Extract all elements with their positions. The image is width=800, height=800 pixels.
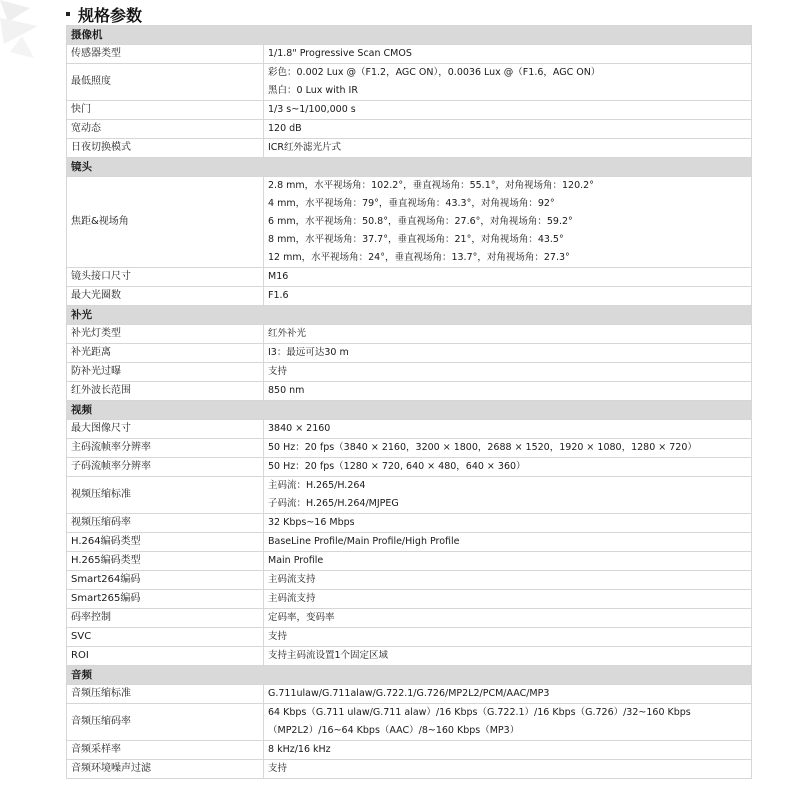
- spec-label: 视频压缩码率: [67, 514, 264, 533]
- spec-value-line: 支持主码流设置1个固定区域: [268, 650, 389, 661]
- spec-value-line: 1/1.8" Progressive Scan CMOS: [268, 48, 412, 59]
- section-title: 补光: [67, 306, 752, 325]
- spec-value-line: 3840 × 2160: [268, 423, 331, 434]
- spec-value: [264, 420, 752, 439]
- spec-value: [264, 139, 752, 158]
- spec-value-line: 定码率，变码率: [268, 612, 335, 623]
- section-header: [67, 306, 752, 325]
- spec-value-line: F1.6: [268, 290, 289, 301]
- spec-label: 传感器类型: [67, 45, 264, 64]
- section-title: 视频: [67, 401, 752, 420]
- table-row: [67, 741, 752, 760]
- spec-value-line: （MP2L2）/16~64 Kbps（AAC）/8~160 Kbps（MP3）: [268, 725, 520, 736]
- spec-value: [264, 458, 752, 477]
- spec-value-line: 50 Hz：20 fps（3840 × 2160，3200 × 1800，2688 × 1520，1920 × 1080，1280 × 720）: [268, 442, 697, 453]
- spec-value-line: 1/3 s~1/100,000 s: [268, 104, 356, 115]
- table-row: [67, 760, 752, 779]
- table-row: [67, 533, 752, 552]
- spec-value-line: 2.8 mm，水平视场角：102.2°，垂直视场角：55.1°，对角视场角：120.2°: [268, 180, 594, 191]
- spec-value-line: 50 Hz：20 fps（1280 × 720, 640 × 480，640 × 360）: [268, 461, 526, 472]
- spec-value-line: ICR红外滤光片式: [268, 142, 342, 153]
- table-row: [67, 139, 752, 158]
- spec-value-line: 主码流支持: [268, 574, 316, 585]
- spec-value: [264, 120, 752, 139]
- table-row: [67, 439, 752, 458]
- corner-decoration-icon: [0, 0, 50, 60]
- table-row: [67, 628, 752, 647]
- page-title-text: 规格参数: [78, 5, 143, 25]
- spec-value: [264, 177, 752, 268]
- spec-value: [264, 552, 752, 571]
- spec-value-line: 主码流：H.265/H.264: [268, 480, 366, 491]
- spec-table: [66, 25, 752, 779]
- section-header: [67, 158, 752, 177]
- table-row: [67, 458, 752, 477]
- spec-label: 镜头接口尺寸: [67, 268, 264, 287]
- spec-label: 红外波长范围: [67, 382, 264, 401]
- spec-label: Smart264编码: [67, 571, 264, 590]
- table-row: [67, 45, 752, 64]
- spec-label: 音频环境噪声过滤: [67, 760, 264, 779]
- spec-label: SVC: [67, 628, 264, 647]
- spec-value-line: 黑白：0 Lux with IR: [268, 85, 358, 96]
- spec-label: 最低照度: [67, 64, 264, 101]
- spec-value-line: 支持: [268, 763, 288, 774]
- spec-label: 子码流帧率分辨率: [67, 458, 264, 477]
- spec-value-line: 32 Kbps~16 Mbps: [268, 517, 355, 528]
- spec-label: H.264编码类型: [67, 533, 264, 552]
- section-header: [67, 666, 752, 685]
- spec-value-line: 支持: [268, 631, 288, 642]
- table-row: [67, 552, 752, 571]
- spec-label: 日夜切换模式: [67, 139, 264, 158]
- spec-value: [264, 45, 752, 64]
- table-row: [67, 64, 752, 101]
- spec-value-line: G.711ulaw/G.711alaw/G.722.1/G.726/MP2L2/PCM/AAC/MP3: [268, 688, 550, 699]
- spec-value-line: 红外补光: [268, 328, 307, 339]
- spec-value-line: 彩色：0.002 Lux @（F1.2，AGC ON），0.0036 Lux @（F1.6，AGC ON）: [268, 67, 601, 78]
- spec-value: [264, 268, 752, 287]
- spec-value-line: 850 nm: [268, 385, 305, 396]
- table-row: [67, 514, 752, 533]
- spec-value-line: 4 mm，水平视场角：79°，垂直视场角：43.3°，对角视场角：92°: [268, 198, 555, 209]
- spec-label: 防补光过曝: [67, 363, 264, 382]
- spec-value: [264, 514, 752, 533]
- spec-label: 焦距&视场角: [67, 177, 264, 268]
- spec-label: 主码流帧率分辨率: [67, 439, 264, 458]
- spec-value: [264, 64, 752, 101]
- title-bullet-icon: [66, 12, 70, 16]
- spec-label: 音频采样率: [67, 741, 264, 760]
- table-row: [67, 685, 752, 704]
- spec-label: ROI: [67, 647, 264, 666]
- spec-value-line: 120 dB: [268, 123, 302, 134]
- spec-label: 宽动态: [67, 120, 264, 139]
- spec-label: 音频压缩标准: [67, 685, 264, 704]
- spec-value-line: 支持: [268, 366, 288, 377]
- table-row: [67, 609, 752, 628]
- table-row: [67, 287, 752, 306]
- table-row: [67, 177, 752, 268]
- spec-value-line: 子码流：H.265/H.264/MJPEG: [268, 498, 399, 509]
- spec-label: 最大光圈数: [67, 287, 264, 306]
- table-row: [67, 120, 752, 139]
- spec-value: [264, 647, 752, 666]
- spec-label: H.265编码类型: [67, 552, 264, 571]
- spec-value-line: BaseLine Profile/Main Profile/High Profile: [268, 536, 460, 547]
- table-row: [67, 420, 752, 439]
- spec-label: 补光灯类型: [67, 325, 264, 344]
- spec-value: [264, 477, 752, 514]
- section-header: [67, 401, 752, 420]
- spec-label: 补光距离: [67, 344, 264, 363]
- spec-value: [264, 325, 752, 344]
- spec-value: [264, 704, 752, 741]
- spec-value-line: 12 mm，水平视场角：24°，垂直视场角：13.7°，对角视场角：27.3°: [268, 252, 570, 263]
- spec-value: [264, 344, 752, 363]
- spec-value: [264, 571, 752, 590]
- section-header: [67, 26, 752, 45]
- spec-value: [264, 382, 752, 401]
- spec-value-line: 8 mm，水平视场角：37.7°，垂直视场角：21°，对角视场角：43.5°: [268, 234, 564, 245]
- table-row: [67, 101, 752, 120]
- table-row: [67, 268, 752, 287]
- spec-value-line: Main Profile: [268, 555, 324, 566]
- spec-value-line: 6 mm，水平视场角：50.8°，垂直视场角：27.6°，对角视场角：59.2°: [268, 216, 573, 227]
- spec-value: [264, 609, 752, 628]
- spec-value: [264, 101, 752, 120]
- section-title: 摄像机: [67, 26, 752, 45]
- spec-value: [264, 287, 752, 306]
- table-row: [67, 647, 752, 666]
- table-row: [67, 363, 752, 382]
- spec-label: 音频压缩码率: [67, 704, 264, 741]
- spec-value-line: M16: [268, 271, 289, 282]
- spec-value: [264, 590, 752, 609]
- spec-value-line: I3：最远可达30 m: [268, 347, 349, 358]
- spec-value: [264, 363, 752, 382]
- spec-value: [264, 533, 752, 552]
- table-row: [67, 590, 752, 609]
- table-row: [67, 382, 752, 401]
- spec-label: 快门: [67, 101, 264, 120]
- spec-value-line: 64 Kbps（G.711 ulaw/G.711 alaw）/16 Kbps（G.722.1）/16 Kbps（G.726）/32~160 Kbps: [268, 707, 691, 718]
- spec-value: [264, 741, 752, 760]
- spec-value: [264, 628, 752, 647]
- spec-value: [264, 760, 752, 779]
- page-title: [66, 3, 142, 25]
- spec-value-line: 主码流支持: [268, 593, 316, 604]
- spec-label: 最大图像尺寸: [67, 420, 264, 439]
- table-row: [67, 325, 752, 344]
- spec-label: 视频压缩标准: [67, 477, 264, 514]
- section-title: 音频: [67, 666, 752, 685]
- spec-value-line: 8 kHz/16 kHz: [268, 744, 331, 755]
- spec-label: 码率控制: [67, 609, 264, 628]
- spec-value: [264, 439, 752, 458]
- table-row: [67, 571, 752, 590]
- table-row: [67, 477, 752, 514]
- table-row: [67, 704, 752, 741]
- spec-label: Smart265编码: [67, 590, 264, 609]
- table-row: [67, 344, 752, 363]
- spec-value: [264, 685, 752, 704]
- section-title: 镜头: [67, 158, 752, 177]
